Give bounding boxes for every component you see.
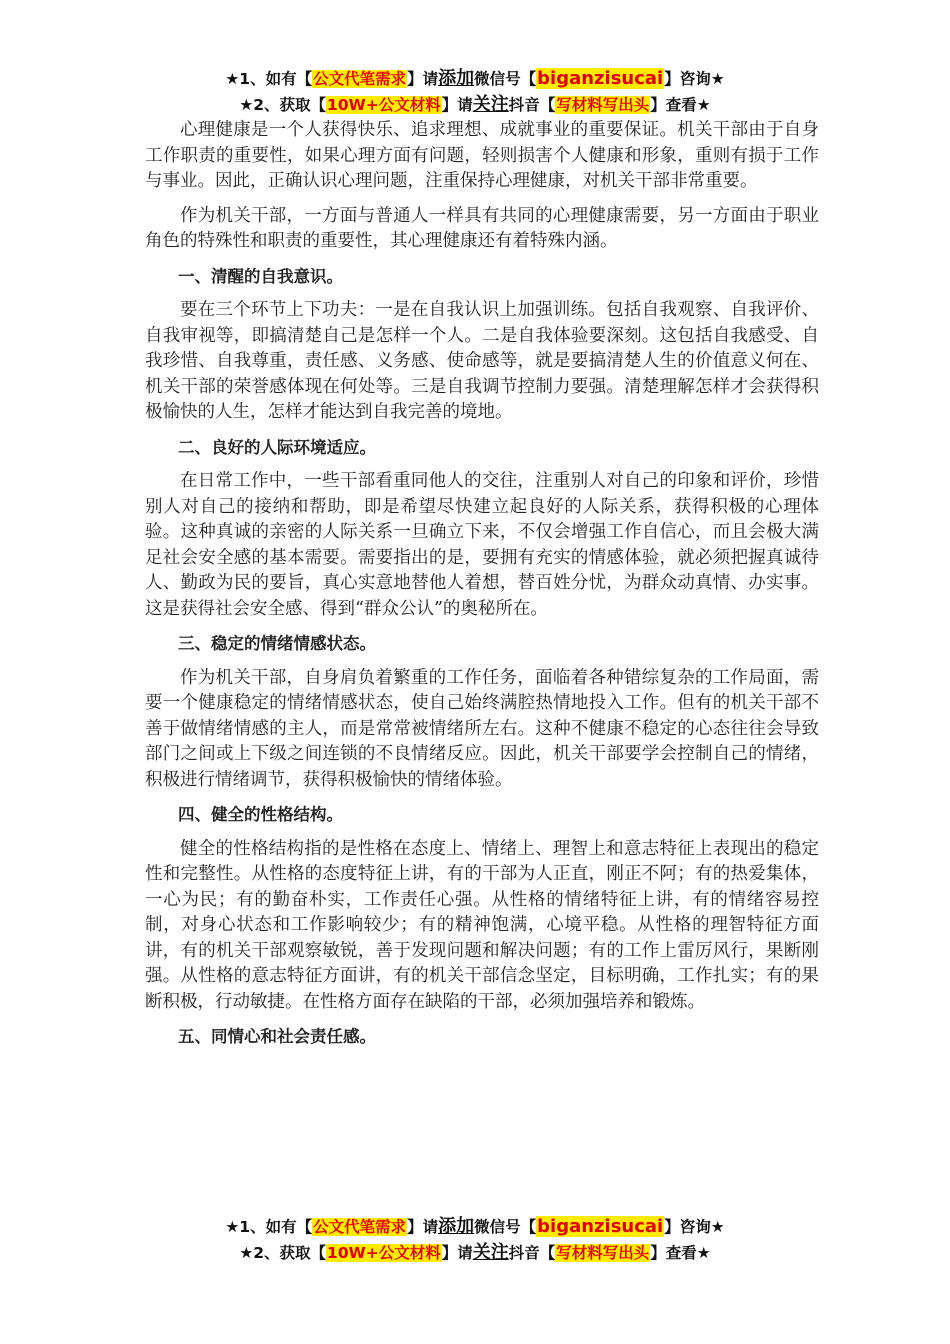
paragraph: 作为机关干部，一方面与普通人一样具有共同的心理健康需要，另一方面由于职业角色的特殊性和职责的重要性，其心理健康还有着特殊内涵。	[145, 205, 819, 251]
promo-line-1	[0, 66, 950, 92]
section-heading: 一、清醒的自我意识。	[178, 266, 343, 286]
promo-text: 】请	[441, 96, 473, 114]
promo-highlight: 公文代笔需求	[313, 1218, 407, 1236]
section-heading: 五、同情心和社会责任感。	[178, 1027, 376, 1046]
paragraph: 在日常工作中，一些干部看重同他人的交往，注重别人对自己的印象和评价，珍惜别人对自己的接纳和帮助，即是希望尽快建立起良好的人际关系，获得积极的心理体验。这种真诚的亲密的人际关系一旦确立下来，不仅会增强工作自信心，而且会极大满足社会安全感的基本需要。需要指出的是，要拥有充实的情感体验，就必须把握真诚待人、勤政为民的要旨，真心实意地替他人着想，替百姓分忧，为群众动真情、办实事。这是获得社会安全感、得到“群众公认”的奥秘所在。	[145, 471, 819, 619]
promo-highlight-douyin: 写材料写出头	[556, 96, 650, 114]
promo-emphasis: 添加	[438, 68, 475, 89]
promo-highlight-douyin: 写材料写出头	[556, 1244, 650, 1262]
promo-highlight-wechat-id: biganzisucai	[537, 68, 664, 89]
section-heading: 二、良好的人际环境适应。	[178, 437, 376, 457]
article-body	[145, 118, 819, 1059]
star-icon: ★	[225, 70, 240, 88]
promo-line-2	[0, 1240, 950, 1266]
promo-banner-top	[0, 66, 950, 118]
section-heading: 四、健全的性格结构。	[178, 805, 343, 824]
promo-highlight: 公文代笔需求	[313, 70, 407, 88]
promo-text: 2、获取【	[253, 1244, 327, 1262]
paragraph: 心理健康是一个人获得快乐、追求理想、成就事业的重要保证。机关干部由于自身工作职责的重要性，如果心理方面有问题，轻则损害个人健康和形象，重则有损于工作与事业。因此，正确认识心理问题，注重保持心理健康，对机关干部非常重要。	[145, 120, 819, 191]
promo-line-1	[0, 1214, 950, 1240]
promo-highlight: 10W+公文材料	[327, 1244, 441, 1262]
paragraph: 要在三个环节上下功夫：一是在自我认识上加强训练。包括自我观察、自我评价、自我审视等，即搞清楚自己是怎样一个人。二是自我体验要深刻。这包括自我感受、自我珍惜、自我尊重，责任感、义务感、使命感等，就是要搞清楚人生的价值意义何在、机关干部的荣誉感体现在何处等。三是自我调节控制力要强。清楚理解怎样才会获得积极愉快的人生，怎样才能达到自我完善的境地。	[145, 300, 819, 422]
section-heading: 三、稳定的情绪情感状态。	[178, 634, 376, 653]
promo-text: 微信号【	[474, 70, 537, 88]
star-icon: ★	[239, 96, 254, 114]
promo-text: 2、获取【	[253, 96, 327, 114]
promo-text: 】请	[407, 1218, 439, 1236]
promo-text: 1、如有【	[239, 70, 313, 88]
promo-text: 抖音【	[508, 1244, 556, 1262]
star-icon: ★	[225, 1218, 240, 1236]
promo-text: 】查看★	[650, 96, 711, 114]
promo-banner-bottom	[0, 1214, 950, 1266]
promo-text: 】请	[441, 1244, 473, 1262]
promo-text: 】查看★	[650, 1244, 711, 1262]
promo-text: 微信号【	[474, 1218, 537, 1236]
promo-highlight: 10W+公文材料	[327, 96, 441, 114]
promo-text: 】请	[407, 70, 439, 88]
paragraph: 作为机关干部，自身肩负着繁重的工作任务，面临着各种错综复杂的工作局面，需要一个健康稳定的情绪情感状态，使自己始终满腔热情地投入工作。但有的机关干部不善于做情绪情感的主人，而是常常被情绪所左右。这种不健康不稳定的心态往往会导致部门之间或上下级之间连锁的不良情绪反应。因此，机关干部要学会控制自己的情绪，积极进行情绪调节，获得积极愉快的情绪体验。	[145, 667, 819, 790]
paragraph: 健全的性格结构指的是性格在态度上、情绪上、理智上和意志特征上表现出的稳定性和完整性。从性格的态度特征上讲，有的干部为人正直，刚正不阿；有的热爱集体，一心为民；有的勤奋朴实，工作责任心强。从性格的情绪特征上讲，有的情绪容易控制，对身心状态和工作影响较少；有的精神饱满，心境平稳。从性格的理智特征方面讲，有的机关干部观察敏锐，善于发现问题和解决问题；有的工作上雷厉风行，果断刚强。从性格的意志特征方面讲，有的机关干部信念坚定，目标明确，工作扎实；有的果断积极，行动敏捷。在性格方面存在缺陷的干部，必须加强培养和锻炼。	[145, 838, 819, 1012]
promo-line-2	[0, 92, 950, 118]
promo-text: 抖音【	[508, 96, 556, 114]
promo-text: 】咨询★	[664, 70, 725, 88]
promo-highlight-wechat-id: biganzisucai	[537, 1216, 664, 1237]
promo-text: 】咨询★	[664, 1218, 725, 1236]
promo-emphasis: 添加	[438, 1216, 475, 1237]
promo-emphasis: 关注	[472, 94, 509, 115]
promo-text: 1、如有【	[239, 1218, 313, 1236]
star-icon: ★	[239, 1244, 254, 1262]
promo-emphasis: 关注	[472, 1242, 509, 1263]
